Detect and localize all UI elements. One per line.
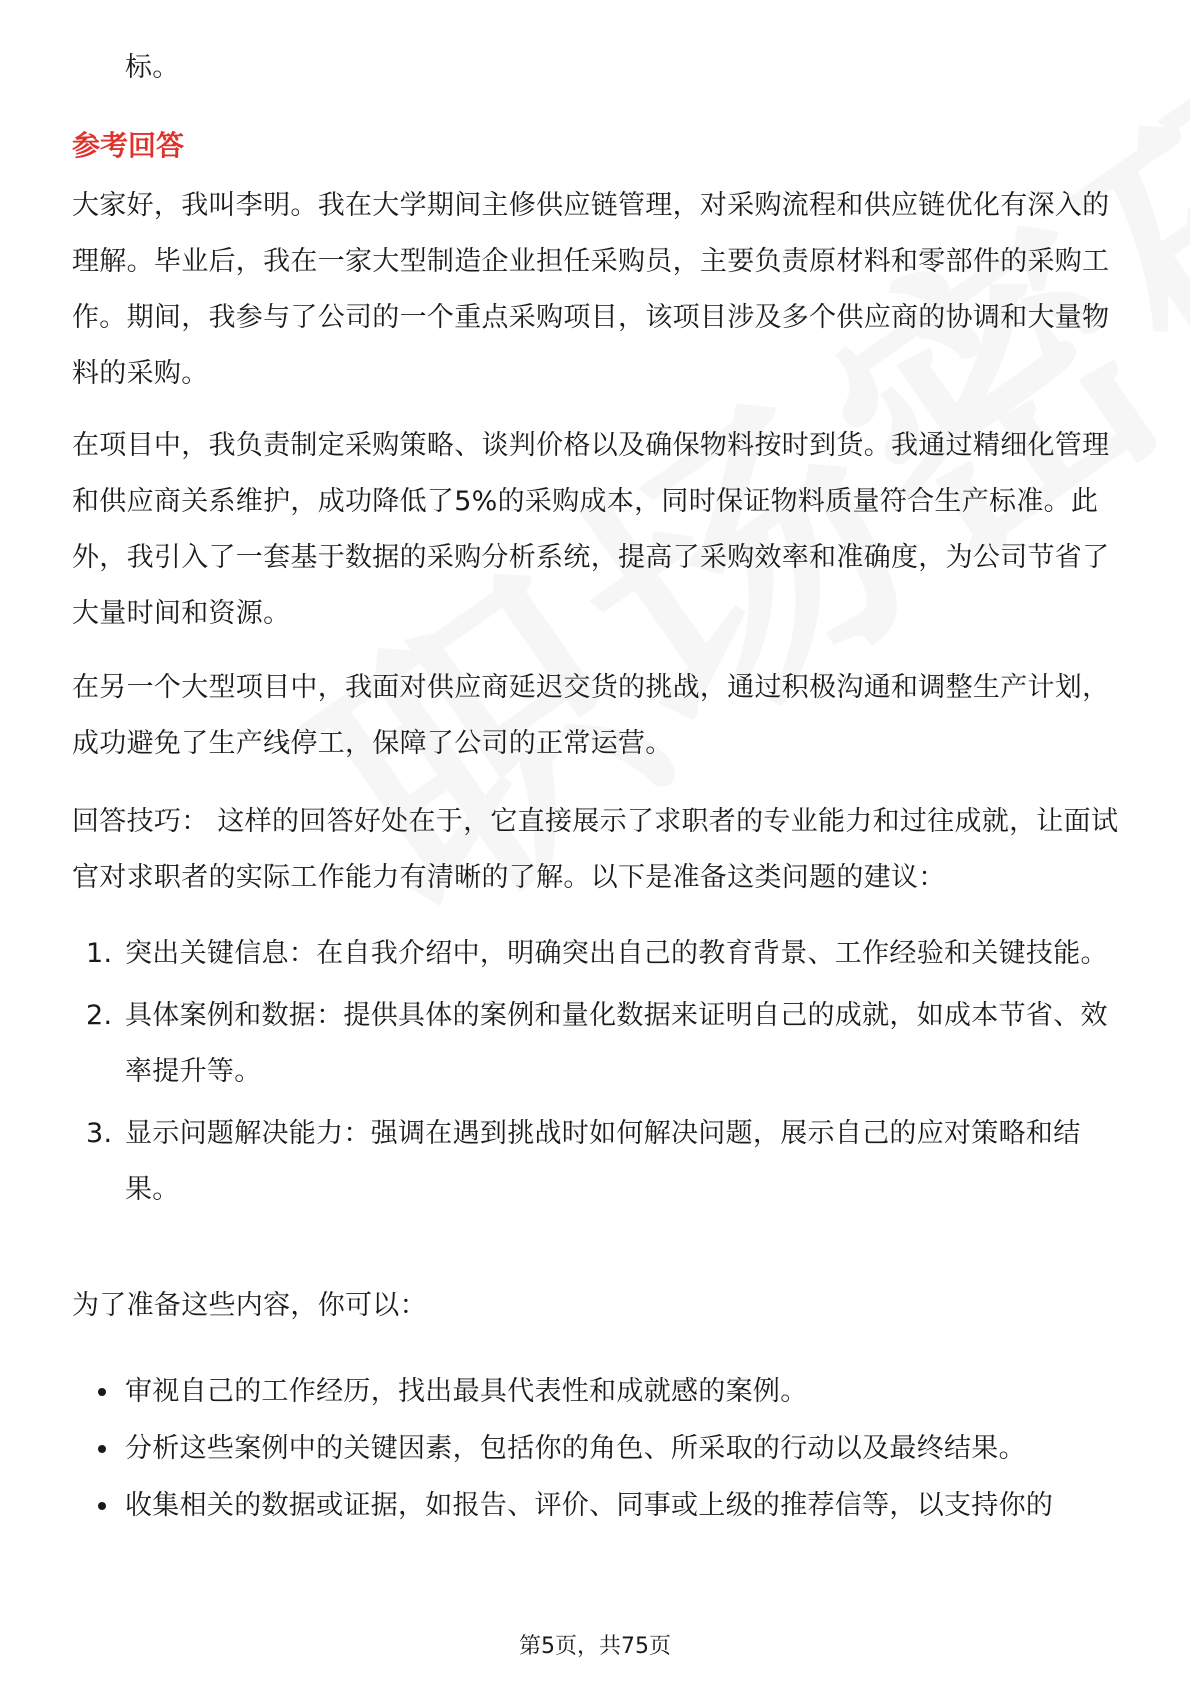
list-item xyxy=(72,1363,1122,1420)
bullet-list xyxy=(72,1363,1122,1534)
list-number: 3. xyxy=(86,1118,113,1149)
page-number: 第5页，共75页 xyxy=(519,1634,671,1659)
paragraph-intro: 大家好，我叫李明。我在大学期间主修供应链管理，对采购流程和供应链优化有深入的理解。毕业后，我在一家大型制造企业担任采购员，主要负责原材料和零部件的采购工作。期间，我参与了公司的一个重点采购项目，该项目涉及多个供应商的协调和大量物料的采购。 xyxy=(72,190,1110,389)
list-item xyxy=(72,1477,1122,1534)
list-item-text: 具体案例和数据：提供具体的案例和量化数据来证明自己的成就，如成本节省、效率提升等。 xyxy=(125,1000,1108,1087)
list-item-text: 收集相关的数据或证据，如报告、评价、同事或上级的推荐信等，以支持你的 xyxy=(125,1490,1054,1521)
list-item-text: 分析这些案例中的关键因素，包括你的角色、所采取的行动以及最终结果。 xyxy=(125,1433,1026,1464)
list-item xyxy=(72,1106,1122,1218)
bullet-icon xyxy=(98,1445,106,1453)
list-item xyxy=(72,926,1122,982)
list-number: 1. xyxy=(86,938,113,969)
list-item-text: 审视自己的工作经历，找出最具代表性和成就感的案例。 xyxy=(125,1376,808,1407)
continuation-text: 标。 xyxy=(125,52,180,83)
list-item xyxy=(72,988,1122,1100)
prepare-intro: 为了准备这些内容，你可以： xyxy=(72,1290,427,1321)
tips-list xyxy=(72,926,1122,1224)
section-heading: 参考回答 xyxy=(72,129,185,162)
list-item-text: 显示问题解决能力：强调在遇到挑战时如何解决问题，展示自己的应对策略和结果。 xyxy=(125,1118,1081,1205)
list-item xyxy=(72,1420,1122,1477)
paragraph-challenge: 在另一个大型项目中，我面对供应商延迟交货的挑战，通过积极沟通和调整生产计划，成功避免了生产线停工，保障了公司的正常运营。 xyxy=(72,672,1110,759)
paragraph-project: 在项目中，我负责制定采购策略、谈判价格以及确保物料按时到货。我通过精细化管理和供应商关系维护，成功降低了5%的采购成本，同时保证物料质量符合生产标准。此外，我引入了一套基于数据的采购分析系统，提高了采购效率和准确度，为公司节省了大量时间和资源。 xyxy=(72,430,1110,629)
paragraph-tips: 回答技巧： 这样的回答好处在于，它直接展示了求职者的专业能力和过往成就，让面试官对求职者的实际工作能力有清晰的了解。以下是准备这类问题的建议： xyxy=(72,806,1119,893)
bullet-icon xyxy=(98,1388,106,1396)
list-number: 2. xyxy=(86,1000,113,1031)
list-item-text: 突出关键信息：在自我介绍中，明确突出自己的教育背景、工作经验和关键技能。 xyxy=(125,938,1108,969)
bullet-icon xyxy=(98,1502,106,1510)
